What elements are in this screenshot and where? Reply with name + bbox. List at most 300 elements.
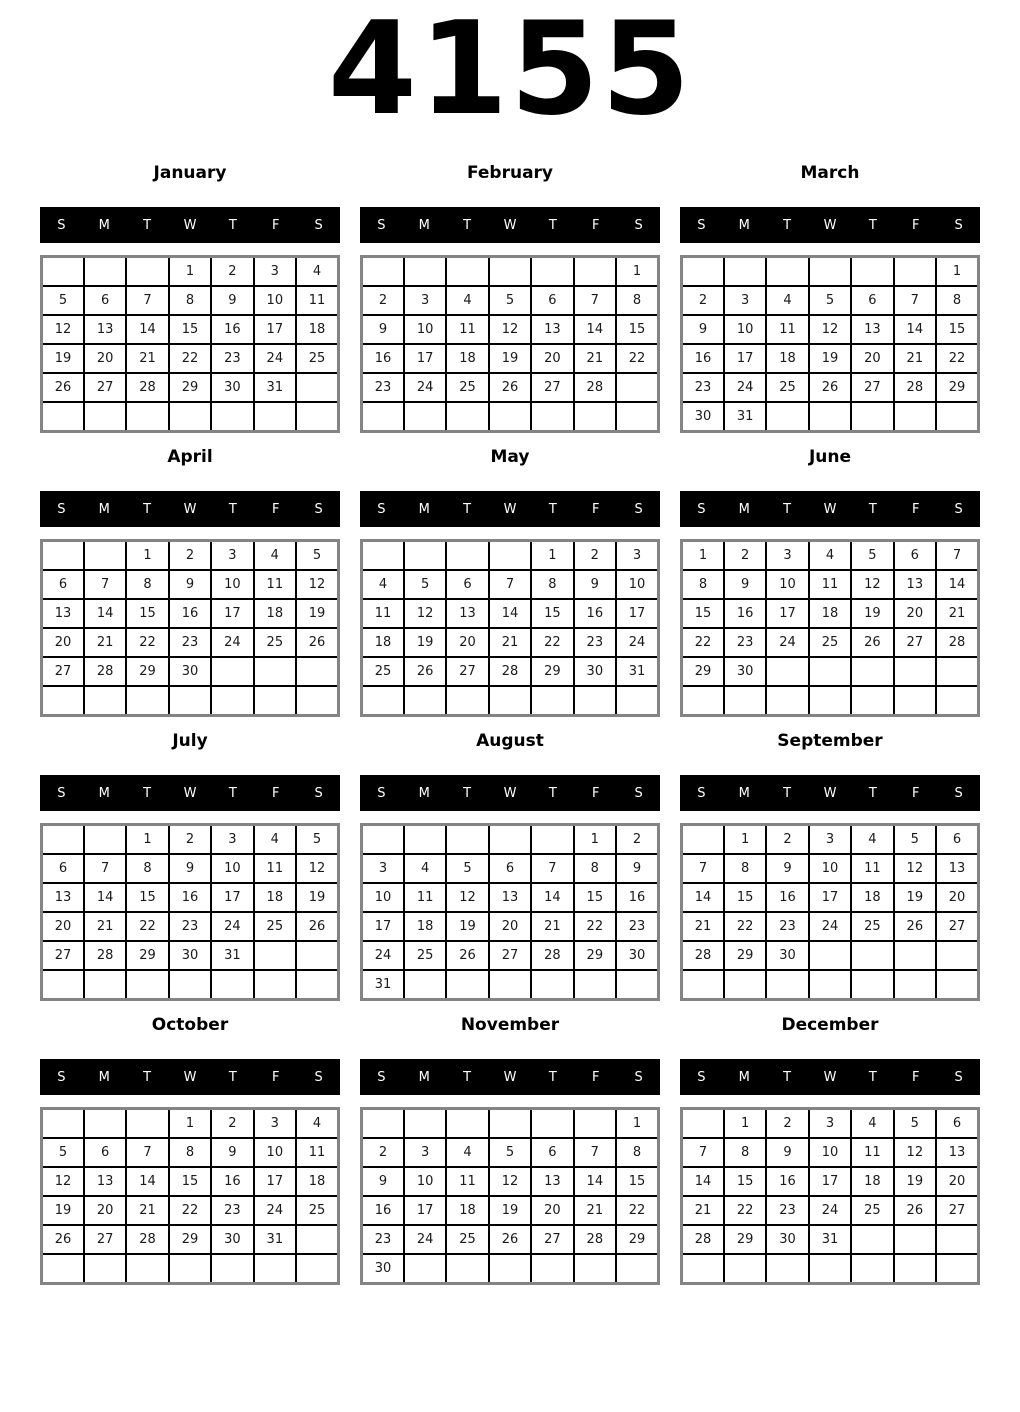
empty-day-cell [446,402,488,432]
day-cell: 16 [211,1167,253,1196]
dow-label: T [783,217,792,233]
dow-label: S [634,501,643,517]
month-days-table [680,539,980,717]
day-cell: 9 [211,1138,253,1167]
day-cell: 1 [682,541,724,571]
day-cell: 22 [126,912,168,941]
day-cell: 12 [894,854,936,883]
dow-label: W [823,785,837,801]
day-cell: 25 [254,628,296,657]
day-cell: 31 [254,373,296,402]
week-row [362,1109,659,1139]
week-row [362,854,659,883]
month-days-body [682,541,979,716]
day-cell: 17 [254,1167,296,1196]
empty-day-cell [404,257,446,287]
day-cell: 2 [211,257,253,287]
empty-day-cell [254,402,296,432]
day-cell: 1 [936,257,978,287]
dow-label: W [823,501,837,517]
day-cell: 1 [724,825,766,855]
day-cell: 23 [574,628,616,657]
empty-day-cell [531,257,573,287]
day-cell: 24 [254,1196,296,1225]
day-cell: 27 [936,912,978,941]
day-cell: 24 [404,1225,446,1254]
day-cell: 25 [809,628,851,657]
day-cell: 19 [42,1196,84,1225]
empty-day-cell [42,970,84,1000]
empty-day-cell [446,1254,488,1284]
week-row [42,286,339,315]
dow-label: M [98,1069,110,1085]
day-cell: 28 [84,941,126,970]
empty-day-cell [211,1254,253,1284]
empty-day-cell [362,541,404,571]
week-row [42,1167,339,1196]
empty-day-cell [724,1254,766,1284]
empty-day-cell [489,686,531,716]
day-cell: 24 [809,1196,851,1225]
week-row [682,1138,979,1167]
day-cell: 13 [42,883,84,912]
week-row [682,1109,979,1139]
dow-label: F [591,1069,600,1085]
day-cell: 12 [446,883,488,912]
day-cell: 9 [724,570,766,599]
day-cell: 31 [809,1225,851,1254]
month-block [40,729,340,1001]
day-cell: 9 [169,854,211,883]
day-cell: 3 [211,825,253,855]
week-row [362,825,659,855]
day-cell: 6 [84,1138,126,1167]
day-cell: 13 [446,599,488,628]
day-cell: 20 [936,883,978,912]
day-cell: 10 [766,570,808,599]
dow-label: M [738,785,750,801]
empty-day-cell [211,402,253,432]
day-cell: 13 [531,1167,573,1196]
week-row [362,657,659,686]
day-cell: 31 [211,941,253,970]
empty-day-cell [404,825,446,855]
day-cell: 29 [724,941,766,970]
dow-label: M [418,217,430,233]
day-cell: 17 [809,1167,851,1196]
day-cell: 18 [296,1167,338,1196]
day-cell: 27 [851,373,893,402]
day-cell: 26 [894,1196,936,1225]
day-cell: 4 [296,1109,338,1139]
month-title: June [808,447,852,467]
empty-day-cell [682,825,724,855]
empty-day-cell [362,1109,404,1139]
day-cell: 13 [936,854,978,883]
day-cell: 22 [531,628,573,657]
week-row [362,315,659,344]
day-cell: 18 [254,883,296,912]
dow-label: T [228,785,237,801]
empty-day-cell [126,1254,168,1284]
day-cell: 7 [84,854,126,883]
week-row [42,854,339,883]
day-cell: 1 [616,1109,658,1139]
empty-day-cell [809,941,851,970]
week-row [362,570,659,599]
day-cell: 19 [42,344,84,373]
dow-label: T [783,785,792,801]
empty-day-cell [404,686,446,716]
day-cell: 11 [362,599,404,628]
day-cell: 1 [724,1109,766,1139]
dow-label: S [314,501,323,517]
day-cell: 16 [766,883,808,912]
day-cell: 8 [126,570,168,599]
day-cell: 1 [126,541,168,571]
day-cell: 24 [211,912,253,941]
week-row [42,541,339,571]
dow-label: S [634,785,643,801]
dow-label: T [143,217,152,233]
dow-label: M [418,1069,430,1085]
day-cell: 2 [169,541,211,571]
day-cell: 16 [766,1167,808,1196]
day-cell: 26 [489,1225,531,1254]
day-cell: 10 [211,854,253,883]
day-cell: 3 [211,541,253,571]
day-cell: 29 [574,941,616,970]
week-row [362,286,659,315]
week-row [682,628,979,657]
day-cell: 30 [682,402,724,432]
empty-day-cell [42,686,84,716]
day-cell: 4 [404,854,446,883]
day-cell: 14 [574,1167,616,1196]
day-cell: 22 [616,344,658,373]
day-cell: 2 [574,541,616,571]
empty-day-cell [84,402,126,432]
month-block [680,729,980,1001]
day-cell: 5 [851,541,893,571]
day-cell: 12 [42,315,84,344]
day-cell: 13 [489,883,531,912]
day-cell: 11 [296,1138,338,1167]
empty-day-cell [296,1254,338,1284]
day-cell: 16 [616,883,658,912]
day-cell: 30 [724,657,766,686]
day-cell: 18 [404,912,446,941]
week-row [42,912,339,941]
day-cell: 12 [489,315,531,344]
week-row [362,1138,659,1167]
day-cell: 10 [616,570,658,599]
dow-label: W [503,785,517,801]
week-row [42,1196,339,1225]
day-cell: 27 [894,628,936,657]
empty-day-cell [296,373,338,402]
day-cell: 1 [531,541,573,571]
day-cell: 3 [809,825,851,855]
dow-label: T [548,217,557,233]
week-row [682,599,979,628]
day-cell: 19 [894,1167,936,1196]
empty-day-cell [489,402,531,432]
day-cell: 26 [42,1225,84,1254]
week-row [682,344,979,373]
month-block [680,161,980,433]
day-cell: 14 [489,599,531,628]
day-cell: 15 [531,599,573,628]
empty-day-cell [851,1225,893,1254]
week-row [362,1254,659,1284]
day-cell: 18 [446,1196,488,1225]
day-cell: 4 [809,541,851,571]
month-title: August [476,731,544,751]
day-cell: 13 [894,570,936,599]
week-row [362,912,659,941]
day-cell: 4 [254,825,296,855]
dow-label: T [783,501,792,517]
month-days-body [362,1109,659,1284]
day-cell: 31 [616,657,658,686]
day-cell: 22 [169,1196,211,1225]
empty-day-cell [936,1225,978,1254]
month-days-body [42,825,339,1000]
empty-day-cell [894,257,936,287]
day-cell: 14 [531,883,573,912]
day-cell: 29 [682,657,724,686]
day-cell: 10 [404,1167,446,1196]
empty-day-cell [936,402,978,432]
day-cell: 17 [404,1196,446,1225]
dow-label: T [548,1069,557,1085]
month-days-body [362,825,659,1000]
day-cell: 22 [126,628,168,657]
empty-day-cell [574,402,616,432]
empty-day-cell [682,686,724,716]
month-title: March [800,163,860,183]
empty-day-cell [936,941,978,970]
day-cell: 22 [724,912,766,941]
month-block [360,729,660,1001]
empty-day-cell [404,541,446,571]
day-cell: 16 [169,883,211,912]
day-cell: 19 [404,628,446,657]
dow-header [40,491,340,527]
empty-day-cell [404,402,446,432]
day-cell: 20 [84,344,126,373]
week-row [682,257,979,287]
day-cell: 15 [616,315,658,344]
dow-label: S [697,1069,706,1085]
dow-label: F [591,501,600,517]
day-cell: 24 [616,628,658,657]
day-cell: 6 [42,854,84,883]
week-row [682,315,979,344]
day-cell: 5 [296,825,338,855]
day-cell: 21 [574,344,616,373]
day-cell: 5 [42,286,84,315]
day-cell: 14 [894,315,936,344]
week-row [682,657,979,686]
empty-day-cell [211,657,253,686]
empty-day-cell [296,657,338,686]
day-cell: 19 [851,599,893,628]
day-cell: 23 [682,373,724,402]
dow-label: S [57,785,66,801]
week-row [362,402,659,432]
day-cell: 15 [169,1167,211,1196]
day-cell: 13 [531,315,573,344]
day-cell: 21 [574,1196,616,1225]
day-cell: 28 [84,657,126,686]
dow-header [40,1059,340,1095]
empty-day-cell [126,402,168,432]
empty-day-cell [574,1254,616,1284]
dow-label: W [503,217,517,233]
week-row [42,941,339,970]
day-cell: 8 [682,570,724,599]
empty-day-cell [851,657,893,686]
day-cell: 26 [446,941,488,970]
empty-day-cell [851,941,893,970]
month-title: September [777,731,883,751]
day-cell: 14 [682,1167,724,1196]
day-cell: 11 [404,883,446,912]
month-title: December [781,1015,879,1035]
empty-day-cell [616,1254,658,1284]
dow-header [680,491,980,527]
week-row [362,1225,659,1254]
empty-day-cell [531,825,573,855]
month-block [40,1013,340,1285]
dow-label: T [143,1069,152,1085]
day-cell: 3 [809,1109,851,1139]
day-cell: 27 [42,657,84,686]
empty-day-cell [404,1109,446,1139]
empty-day-cell [446,257,488,287]
day-cell: 5 [446,854,488,883]
day-cell: 21 [936,599,978,628]
empty-day-cell [126,1109,168,1139]
day-cell: 9 [616,854,658,883]
empty-day-cell [894,657,936,686]
day-cell: 11 [851,854,893,883]
day-cell: 6 [42,570,84,599]
week-row [682,970,979,1000]
dow-label: S [314,785,323,801]
day-cell: 20 [851,344,893,373]
dow-header [680,207,980,243]
dow-label: F [911,785,920,801]
day-cell: 12 [42,1167,84,1196]
day-cell: 30 [574,657,616,686]
empty-day-cell [296,941,338,970]
day-cell: 10 [254,286,296,315]
day-cell: 25 [446,1225,488,1254]
day-cell: 30 [766,1225,808,1254]
empty-day-cell [296,686,338,716]
empty-day-cell [489,1254,531,1284]
day-cell: 8 [724,854,766,883]
month-days-body [682,257,979,432]
month-title: November [460,1015,560,1035]
day-cell: 4 [851,1109,893,1139]
day-cell: 11 [766,315,808,344]
empty-day-cell [254,1254,296,1284]
day-cell: 8 [724,1138,766,1167]
day-cell: 29 [169,1225,211,1254]
day-cell: 5 [489,1138,531,1167]
empty-day-cell [254,970,296,1000]
day-cell: 9 [211,286,253,315]
day-cell: 9 [574,570,616,599]
day-cell: 10 [809,854,851,883]
day-cell: 8 [574,854,616,883]
dow-label: F [271,1069,280,1085]
day-cell: 20 [531,344,573,373]
empty-day-cell [446,541,488,571]
day-cell: 5 [809,286,851,315]
day-cell: 26 [404,657,446,686]
day-cell: 13 [851,315,893,344]
dow-header [360,775,660,811]
empty-day-cell [42,1254,84,1284]
week-row [362,1196,659,1225]
day-cell: 29 [169,373,211,402]
day-cell: 3 [254,257,296,287]
day-cell: 4 [446,1138,488,1167]
day-cell: 15 [724,1167,766,1196]
day-cell: 14 [682,883,724,912]
week-row [42,257,339,287]
empty-day-cell [809,970,851,1000]
day-cell: 24 [766,628,808,657]
empty-day-cell [894,402,936,432]
day-cell: 3 [362,854,404,883]
empty-day-cell [766,686,808,716]
day-cell: 10 [809,1138,851,1167]
day-cell: 21 [682,1196,724,1225]
week-row [682,1167,979,1196]
dow-label: M [738,217,750,233]
day-cell: 21 [489,628,531,657]
day-cell: 2 [682,286,724,315]
day-cell: 7 [574,1138,616,1167]
dow-label: S [377,217,386,233]
day-cell: 7 [574,286,616,315]
day-cell: 9 [169,570,211,599]
empty-day-cell [809,402,851,432]
dow-label: T [548,785,557,801]
day-cell: 8 [616,286,658,315]
day-cell: 4 [446,286,488,315]
week-row [682,854,979,883]
dow-header [360,207,660,243]
day-cell: 30 [169,941,211,970]
empty-day-cell [84,257,126,287]
day-cell: 18 [362,628,404,657]
empty-day-cell [616,402,658,432]
week-row [42,970,339,1000]
day-cell: 11 [446,315,488,344]
dow-label: T [228,1069,237,1085]
day-cell: 8 [616,1138,658,1167]
day-cell: 20 [894,599,936,628]
day-cell: 4 [766,286,808,315]
dow-header [680,1059,980,1095]
